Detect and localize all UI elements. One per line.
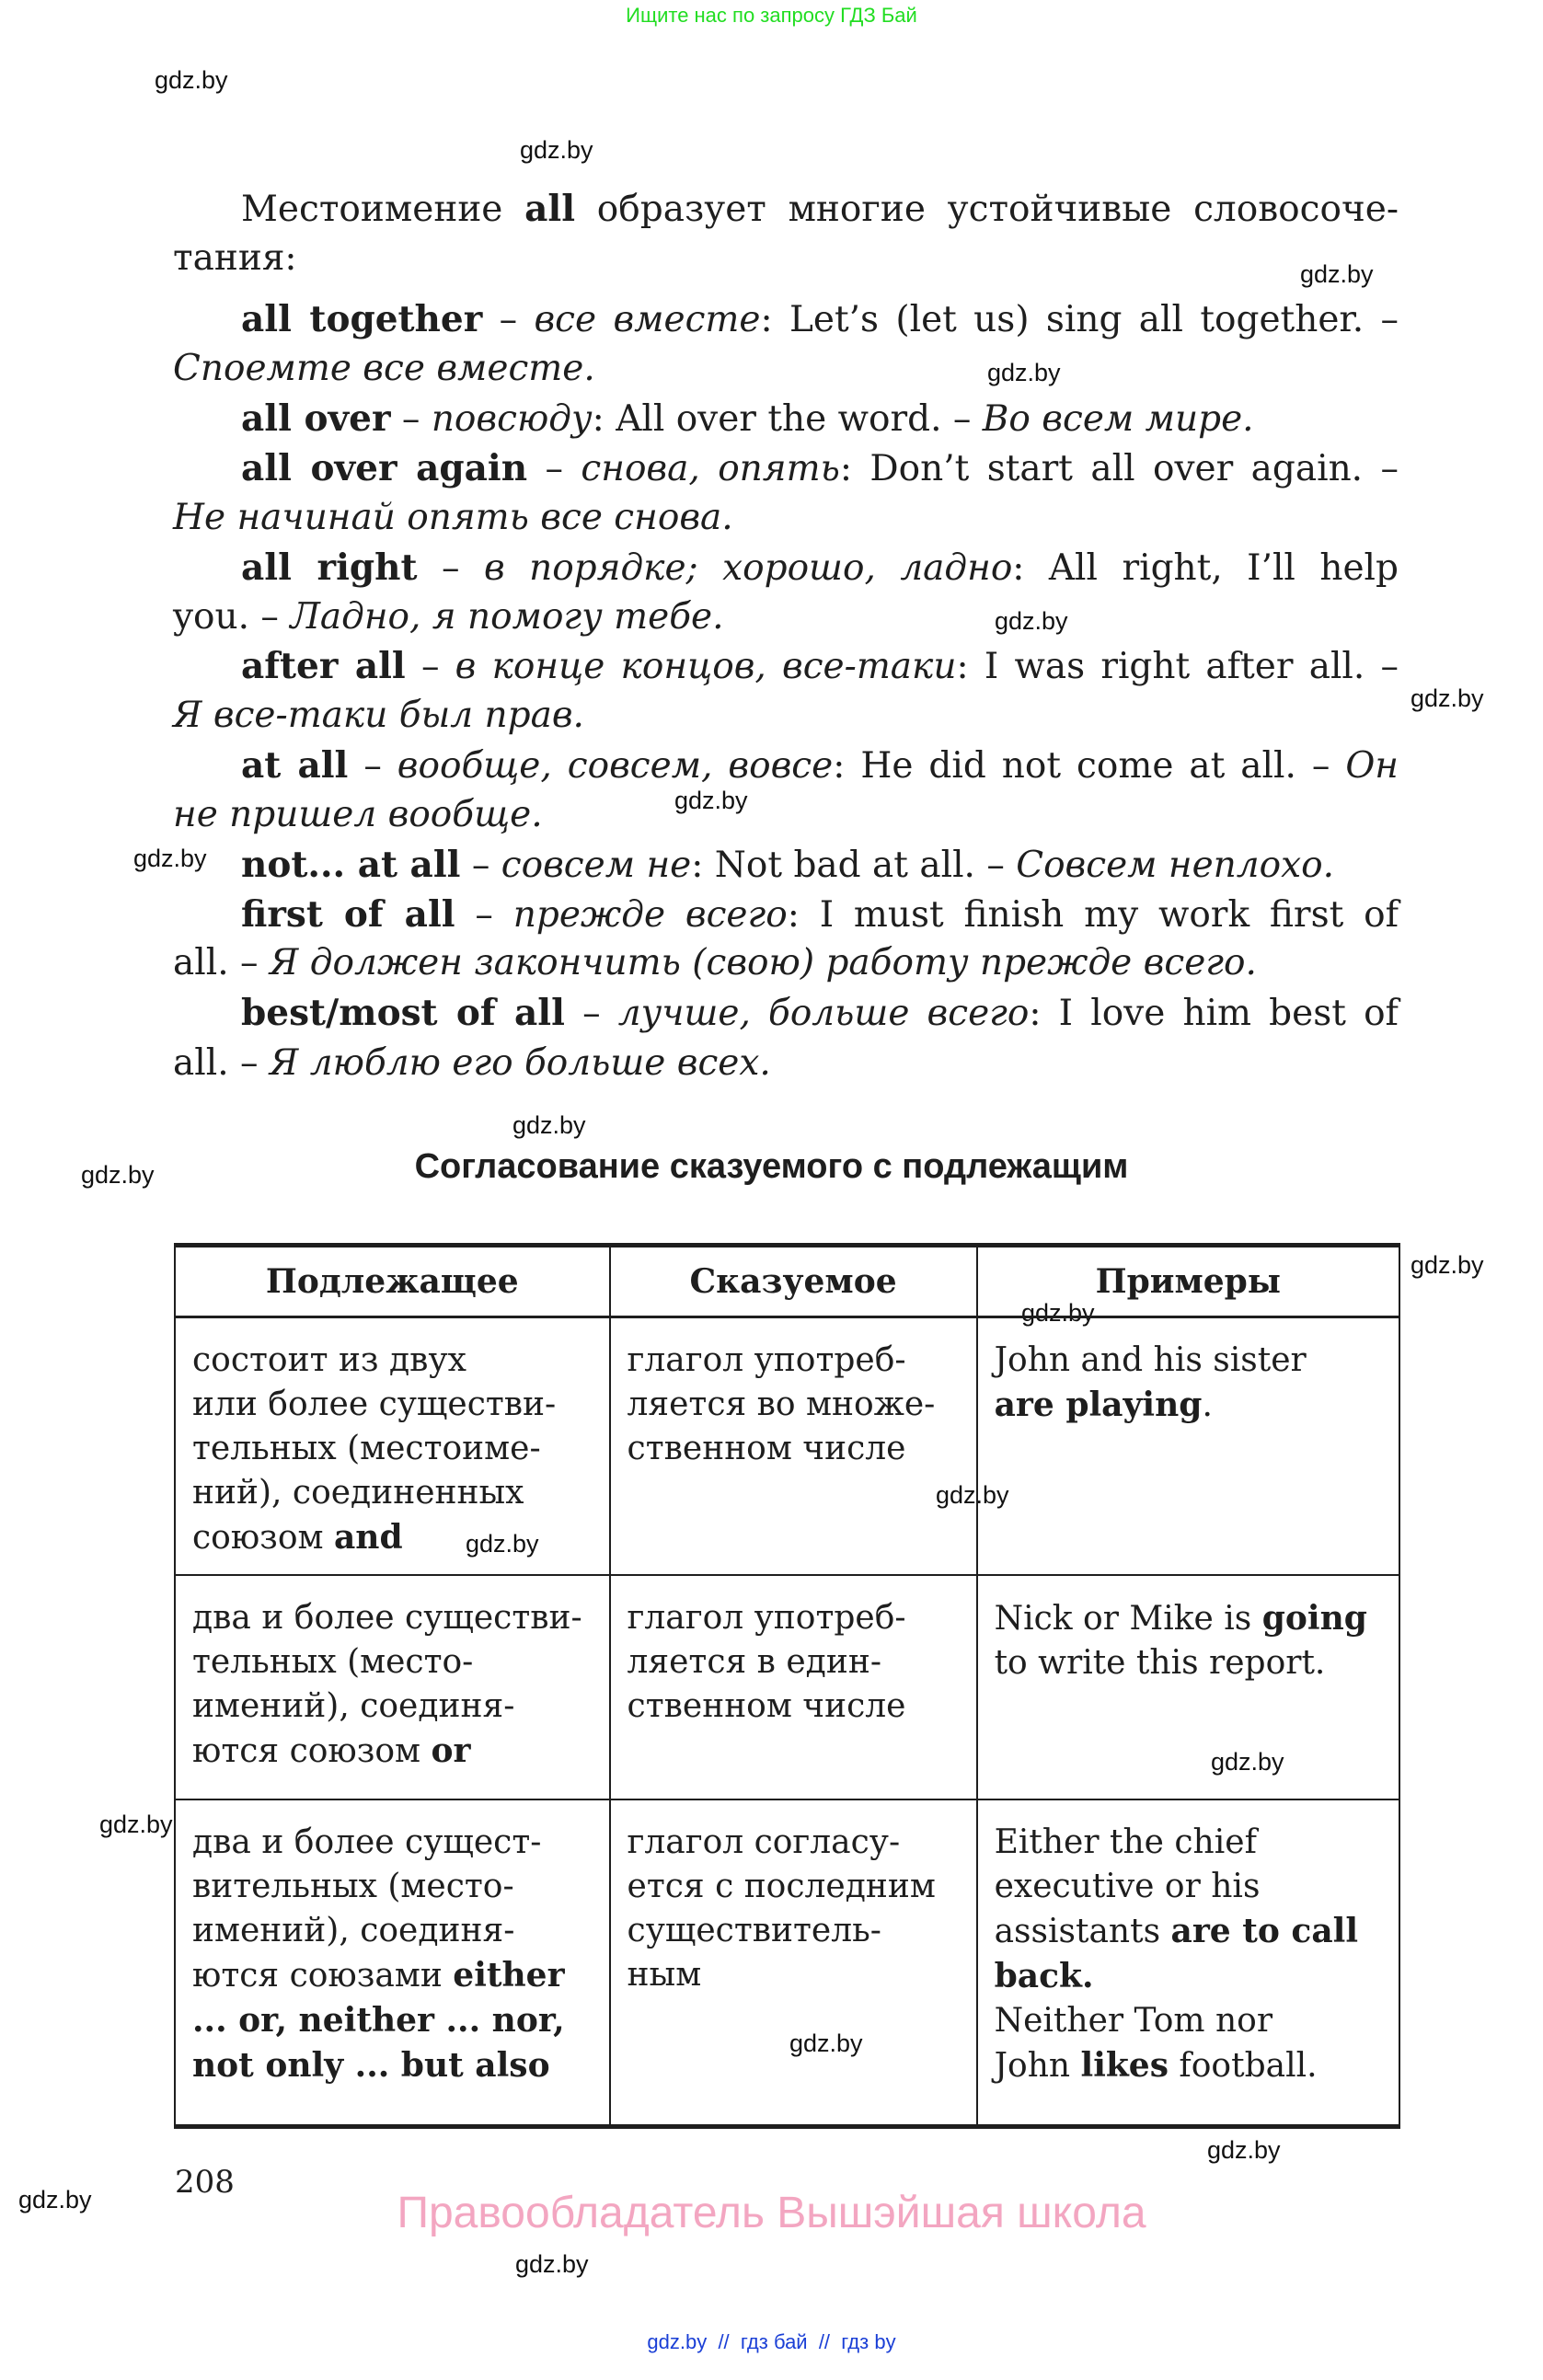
watermark: gdz.by [987,359,1061,386]
table-header-row [175,1246,1399,1317]
phrase-at-all: at all – вообще, совсем, вовсе: He did not come at all. – Он [241,744,1399,787]
cell-subject: два и более сущест- вительных (место- имений), соединя- ются союзами either ... or, neither ... nor, not only ... but also [175,1799,610,2127]
watermark: gdz.by [512,1111,586,1139]
agreement-table [174,1243,1400,2129]
watermark: gdz.by [1411,1251,1484,1279]
watermark: gdz.by [520,136,593,164]
cell-example: Either the chief executive or his assistants are to call back. Neither Tom nor John likes football. [977,1799,1399,2127]
cell-subject: два и более существи- тельных (место- имений), соединя- ются союзом or [175,1575,610,1799]
watermark: gdz.by [1207,2136,1281,2164]
watermark: gdz.by [1021,1299,1095,1327]
phrase-all-over-again: all over again – снова, опять: Don’t start all over again. – [241,447,1399,489]
phrase-all-together: all together – все вместе: Let’s (let us) sing all together. – [241,298,1399,340]
page-number: 208 [175,2164,235,2201]
watermark: gdz.by [995,607,1068,635]
watermark: gdz.by [674,787,748,814]
phrase-all-over-again-translation: Не начинай опять все снова. [173,497,733,538]
watermark: gdz.by [18,2186,92,2213]
cell-predicate: глагол употреб- ляется во множе- ственном числе [610,1317,977,1575]
phrase-all-over: all over – повсюду: All over the word. – Во всем мире. [241,397,1254,440]
phrase-all-right: all right – в порядке; хорошо, ладно: All right, I’ll help [241,546,1399,589]
watermark: gdz.by [515,2250,589,2278]
table-row [175,1317,1399,1575]
header-examples: Примеры [977,1246,1399,1317]
intro-line-2: тания: [173,237,297,279]
phrase-not-at-all: not... at all – совсем не: Not bad at all. – Совсем неплохо. [241,844,1334,886]
phrase-at-all-translation: не пришел вообще. [173,794,543,835]
watermark: gdz.by [1211,1748,1284,1776]
cell-example: Nick or Mike is going to write this report. [977,1575,1399,1799]
watermark: gdz.by [1411,684,1484,712]
cell-example: John and his sister are playing. [977,1317,1399,1575]
watermark: gdz.by [155,66,228,94]
phrase-after-all-translation: Я все-таки был прав. [173,695,584,736]
table-row [175,1575,1399,1799]
section-title: Согласование сказуемого с подлежащим [414,1147,1129,1186]
watermark: gdz.by [466,1530,539,1558]
phrase-all-right-translation: you. – Ладно, я помогу тебе. [173,596,724,638]
intro-line-1: Местоимение all образует многие устойчивые словосоче- [241,188,1399,230]
phrase-all-together-translation: Споемте все вместе. [173,348,595,389]
cell-predicate: глагол употреб- ляется в един- ственном числе [610,1575,977,1799]
watermark: gdz.by [789,2029,863,2057]
phrase-after-all: after all – в конце концов, все-таки: I was right after all. – [241,645,1399,687]
phrase-best-most-of-all: best/most of all – лучше, больше всего: I love him best of [241,992,1399,1034]
watermark: gdz.by [99,1811,173,1838]
header-subject: Подлежащее [175,1246,610,1317]
footer-links[interactable]: gdz.by // гдз бай // гдз by [647,2330,896,2353]
cell-predicate: глагол согласу- ется с последним существитель- ным [610,1799,977,2127]
watermark: gdz.by [133,845,207,872]
search-banner[interactable]: Ищите нас по запросу ГДЗ Бай [626,4,917,27]
watermark: gdz.by [81,1161,155,1189]
watermark: gdz.by [1300,260,1374,288]
phrase-first-of-all-translation: all. – Я должен закончить (свою) работу прежде всего. [173,942,1257,983]
phrase-best-most-of-all-translation: all. – Я люблю его больше всех. [173,1042,771,1084]
cell-subject: состоит из двух или более существи- тельных (местоиме- ний), соединенных союзом and [175,1317,610,1575]
rights-holder: Правообладатель Вышэйшая школа [397,2189,1146,2237]
table-row [175,1799,1399,2127]
phrase-first-of-all: first of all – прежде всего: I must finish my work first of [241,893,1399,936]
watermark: gdz.by [936,1481,1009,1509]
header-predicate: Сказуемое [610,1246,977,1317]
